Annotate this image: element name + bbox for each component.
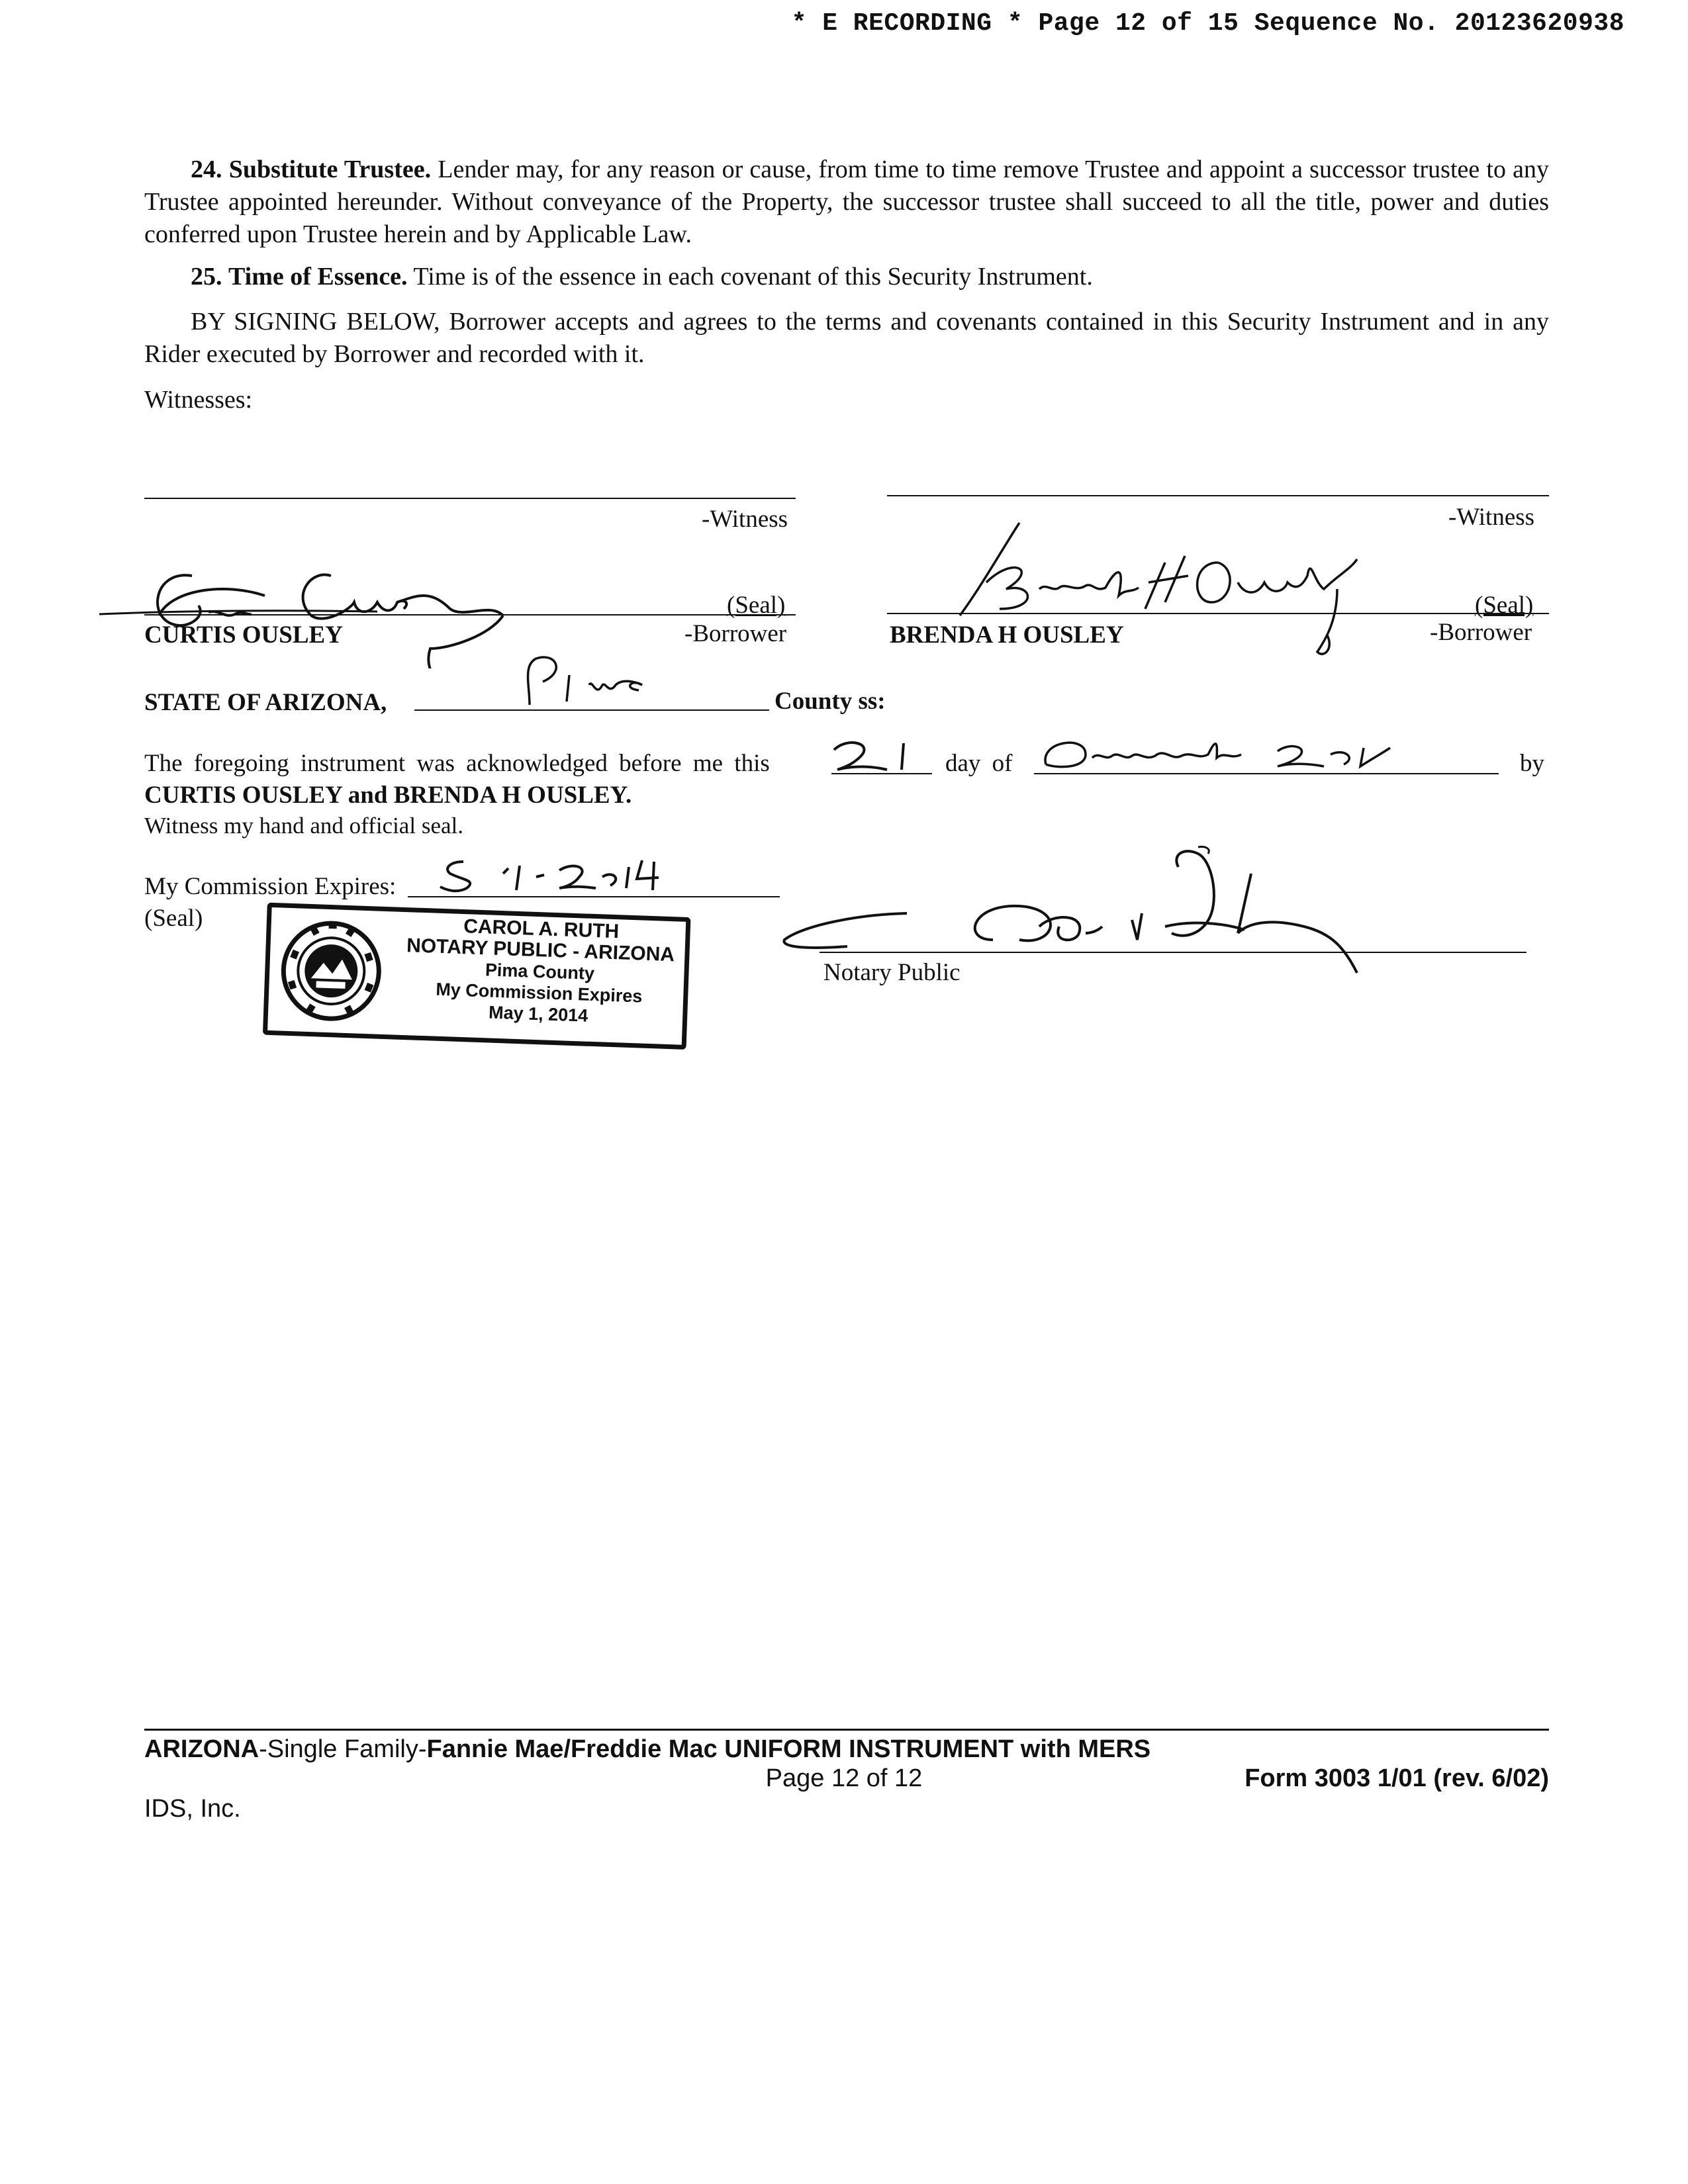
- witness-line-right: [887, 495, 1549, 496]
- clause-25: [144, 261, 1549, 293]
- notary-public-label: Notary Public: [823, 959, 961, 986]
- witness-label-right: -Witness: [1448, 504, 1535, 531]
- witness-label-left: -Witness: [702, 506, 788, 533]
- commission-handwritten: [430, 854, 669, 900]
- clause-25-title: Time of Essence.: [228, 263, 408, 291]
- seal-label-notary: (Seal): [144, 905, 203, 932]
- borrower-name-left: CURTIS OUSLEY: [144, 621, 343, 649]
- footer-vendor: IDS, Inc.: [144, 1795, 241, 1823]
- seal-label-left: (Seal): [727, 592, 786, 619]
- notary-signature-line: [820, 952, 1526, 953]
- arizona-state-seal-icon: [278, 917, 385, 1024]
- clause-24-number: 24.: [191, 156, 222, 183]
- witness-hand-seal: Witness my hand and official seal.: [144, 813, 463, 839]
- notary-stamp-name: CAROL A. RUTH: [463, 915, 620, 943]
- notary-stamp-title: NOTARY PUBLIC - ARIZONA: [406, 934, 675, 966]
- footer-state: ARIZONA: [144, 1735, 259, 1763]
- notary-stamp-county: Pima County: [485, 960, 595, 984]
- notary-stamp-expires-date: May 1, 2014: [488, 1002, 588, 1026]
- signing-statement: BY SIGNING BELOW, Borrower accepts and agrees to the terms and covenants contained in this Security Instrument and in any Rider executed by Borrower and recorded with it.: [144, 308, 1549, 368]
- borrower-line-right: [887, 613, 1549, 614]
- seal-label-right: (Seal): [1475, 592, 1534, 619]
- footer-form-number: Form 3003 1/01 (rev. 6/02): [1244, 1764, 1549, 1792]
- commission-label: My Commission Expires:: [144, 873, 397, 900]
- borrower-label-left: -Borrower: [684, 620, 787, 647]
- footer-instrument: Fannie Mae/Freddie Mac UNIFORM INSTRUMENT with MERS: [426, 1735, 1151, 1763]
- by-label: by: [1520, 750, 1544, 777]
- footer-instrument-line: [144, 1735, 1150, 1764]
- notary-stamp-expires-label: My Commission Expires: [435, 979, 643, 1007]
- borrower-line-left: [144, 614, 796, 615]
- clause-25-number: 25.: [191, 263, 222, 291]
- borrower-label-right: -Borrower: [1430, 619, 1532, 646]
- notary-stamp: [263, 903, 698, 1057]
- witness-line-left: [144, 498, 796, 499]
- recording-header: * E RECORDING * Page 12 of 15 Sequence No. 20123620938: [791, 9, 1624, 38]
- notary-stamp-text: [396, 914, 684, 1030]
- month-handwritten: [1033, 728, 1403, 781]
- footer-page-number: Page 12 of 12: [765, 1764, 923, 1792]
- state-label: STATE OF ARIZONA,: [144, 689, 387, 716]
- county-label: County ss:: [774, 688, 886, 715]
- footer-family: -Single Family-: [259, 1735, 427, 1763]
- acknowledgment-intro: The foregoing instrument was acknowledged before me this: [144, 750, 770, 777]
- county-handwritten: [503, 645, 675, 711]
- witnesses-label: Witnesses:: [144, 386, 253, 414]
- acknowledging-parties: CURTIS OUSLEY and BRENDA H OUSLEY.: [144, 782, 632, 809]
- borrower-name-right: BRENDA H OUSLEY: [890, 621, 1124, 649]
- clause-25-text: Time is of the essence in each covenant of this Security Instrument.: [413, 263, 1093, 291]
- day-handwritten: [827, 733, 933, 780]
- footer-rule: [144, 1729, 1549, 1731]
- clause-24-text: Lender may, for any reason or cause, from time to time remove Trustee and appoint a successor trustee to any Trustee appointed hereunder. Without conveyance of the Property, the successor trustee shall succeed to all the title, power and duties conferred upon Trustee herein and by Applicable Law.: [144, 156, 1550, 248]
- clause-24-title: Substitute Trustee.: [228, 156, 432, 183]
- clause-24: [144, 154, 1549, 251]
- day-of-label: day of: [945, 750, 1013, 777]
